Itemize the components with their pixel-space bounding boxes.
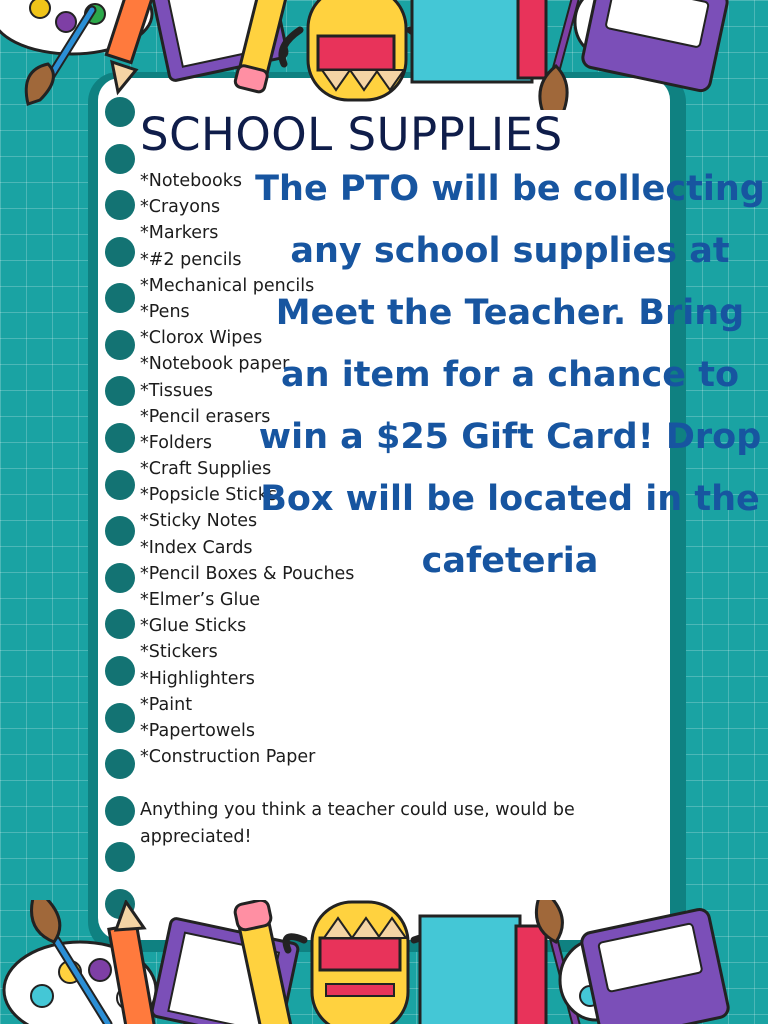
binder-hole — [105, 703, 135, 733]
supply-item: *Crayons — [140, 197, 221, 218]
binder-hole — [105, 842, 135, 872]
supply-item: *Craft Supplies — [140, 459, 272, 480]
supply-item: *Sticky Notes — [140, 511, 258, 532]
supply-item: *Notebook paper — [140, 354, 290, 375]
notebook-icon — [420, 916, 546, 1024]
supply-item: *Notebooks — [140, 171, 242, 191]
supply-item: *Elmer’s Glue — [140, 590, 261, 610]
binder-hole — [105, 609, 135, 639]
notebook-icon — [412, 0, 546, 82]
supply-item: *Tissues — [140, 380, 213, 401]
school-supplies-bottom-decoration — [0, 900, 768, 1024]
binder-hole — [105, 423, 135, 453]
supply-item: *#2 pencils — [140, 249, 242, 270]
binder-hole — [105, 656, 135, 686]
supply-item: *Pencil Boxes & Pouches — [140, 563, 355, 584]
binder-hole — [105, 190, 135, 220]
binder-hole — [105, 144, 135, 174]
binder-hole — [105, 749, 135, 779]
binder-hole — [105, 516, 135, 546]
pto-announcement: The PTO will be collecting any school supplies at Meet the Teacher. Bring an item for a chance to win a $25 Gift Card! Drop Box will be located in the cafeteria — [255, 169, 765, 581]
supply-item: *Popsicle Sticks — [140, 485, 277, 506]
calculator-icon — [581, 0, 729, 92]
binder-hole — [105, 563, 135, 593]
supply-item: *Clorox Wipes — [140, 328, 263, 349]
binder-hole — [105, 470, 135, 500]
supply-item: *Stickers — [140, 642, 218, 663]
supply-item: *Paint — [140, 694, 193, 715]
calculator-icon — [580, 908, 730, 1024]
pencil-case-mascot-icon — [286, 902, 435, 1024]
supply-item: *Index Cards — [140, 537, 253, 558]
supply-item: *Glue Sticks — [140, 616, 247, 637]
supply-item: *Mechanical pencils — [140, 275, 315, 296]
page-title: SCHOOL SUPPLIES — [140, 108, 563, 161]
binder-hole — [105, 237, 135, 267]
supply-item: *Pencil erasers — [140, 406, 271, 427]
binder-hole — [105, 330, 135, 360]
closing-note: Anything you think a teacher could use, would be appreciated! — [140, 800, 575, 847]
school-supplies-top-decoration — [0, 0, 768, 110]
supply-item: *Markers — [140, 223, 219, 244]
binder-hole — [105, 796, 135, 826]
pencil-case-mascot-icon — [282, 0, 429, 100]
binder-hole — [105, 283, 135, 313]
supply-item: *Construction Paper — [140, 747, 316, 768]
supply-item: *Highlighters — [140, 668, 255, 689]
supply-item: *Papertowels — [140, 720, 255, 741]
supply-item: *Pens — [140, 301, 190, 322]
supply-item: *Folders — [140, 432, 212, 453]
binder-hole — [105, 376, 135, 406]
